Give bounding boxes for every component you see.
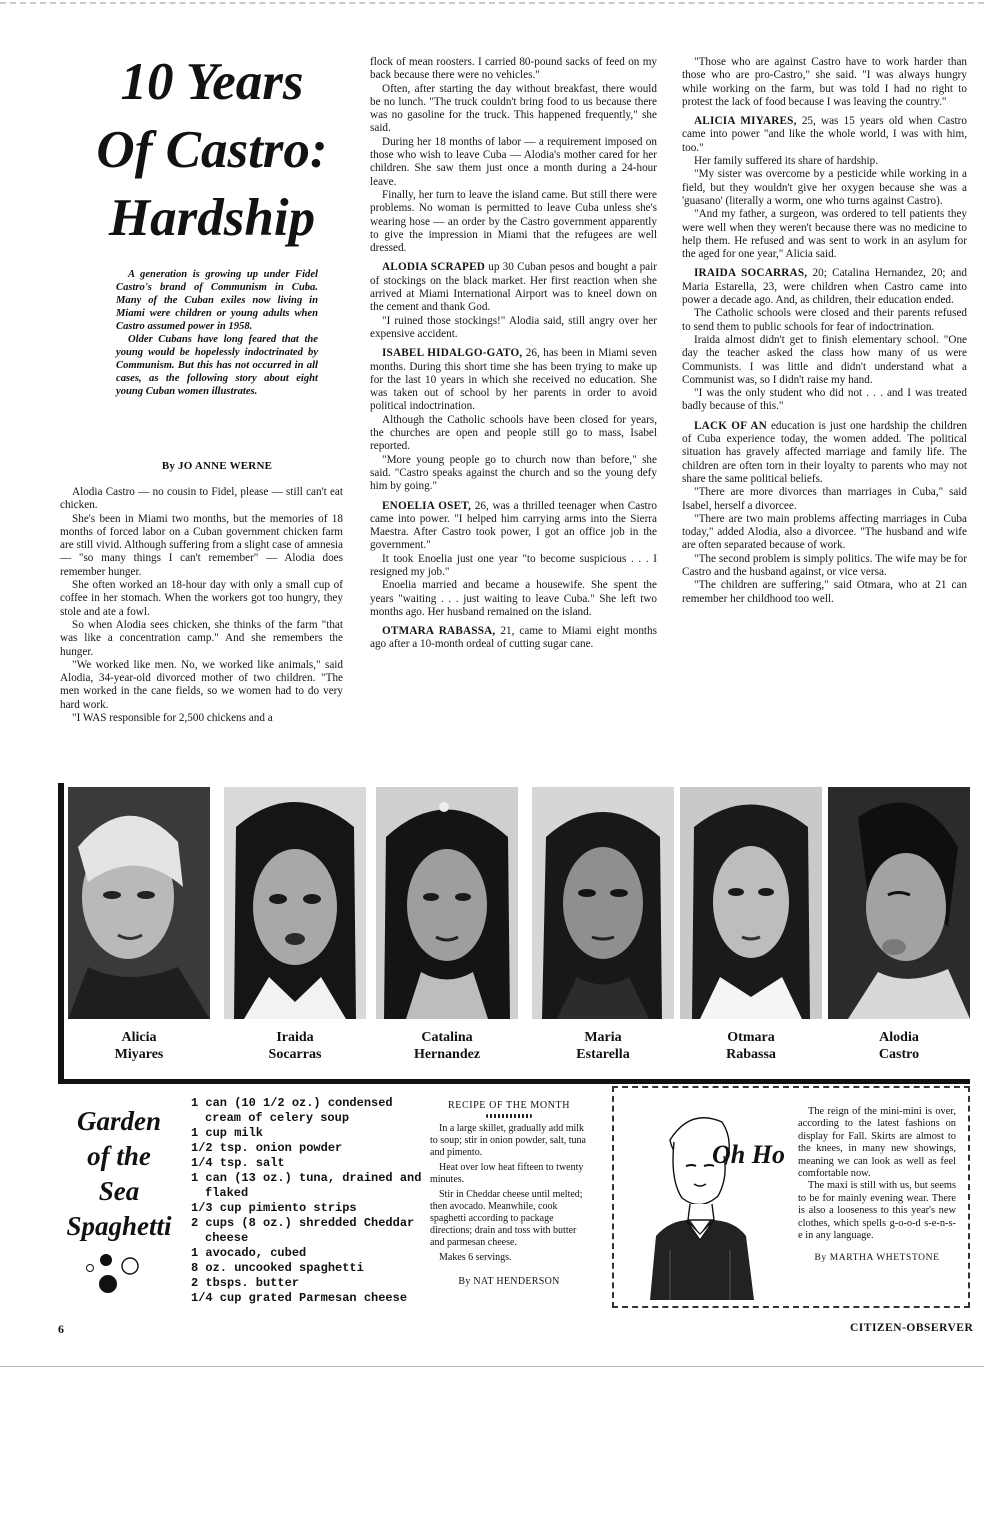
recipe-step: Stir in Cheddar cheese until melted; then avocado. Meanwhile, cook spaghetti according to package directions; drain and toss with butter and parmesan cheese. [430,1189,583,1248]
band-left-bar [58,783,64,1079]
paragraph-text: Often, after starting the day without breakfast, there would be no lunch. "The truck couldn't bring food to us because there was no gasoline for the truck. This happened frequently," she said. [370,82,657,135]
bottom-rule [0,1366,984,1367]
col1-paragraph: Alodia Castro — no cousin to Fidel, please — still can't eat chicken. [60,486,343,512]
caption-last-name: Rabassa [726,1047,776,1062]
recipe-title-line: Sea [98,1176,140,1206]
recipe-title [54,1104,184,1244]
paragraph-text: "The second problem is simply politics. The wife may be for Castro and the husband against, or vice versa. [682,552,967,578]
paragraph-text: Iraida almost didn't get to finish elementary school. "One day the teacher asked the class how many of us were Communists. I was little and didn't understand what a Communist was, so I didn't raise my hand. [682,333,967,386]
col3-paragraph [682,307,967,334]
caption-last-name: Miyares [114,1047,164,1062]
caption-first-name: Otmara [727,1030,775,1045]
col2-paragraph [370,347,657,413]
deck-paragraph-1: A generation is growing up under Fidel Castro's brand of Communism in Cuba. Many of the Cuban exiles now living in Miami were children or young adults when Castro assumed power in 1958. [116,269,318,332]
paragraph-text: Finally, her turn to leave the island came. But still there were problems. No woman is permitted to leave Cuba unless she's wearing hose — an order by the Castro government apparently to give the impression in Miami that the refugees are well dressed. [370,188,657,255]
ingredient-item: 1/4 tsp. salt [191,1156,285,1170]
deck-paragraph-2: Older Cubans have long feared that the young would be hopelessly indoctrinated by Communism. But this has not occurred in all cases, as the following story about eight young Cuban women illustrates. [116,334,318,397]
col2-paragraph [370,189,657,255]
headline-line-3: Hardship [108,189,316,247]
col2-paragraph [370,136,657,189]
portrait-band [58,783,970,1084]
paragraph-lead-in: ISABEL HIDALGO-GATO, [382,347,523,360]
portrait-photo-iraida [224,787,366,1019]
ingredient-item: 1/3 cup pimiento strips [191,1201,357,1215]
ingredient-item: 1/2 tsp. onion powder [191,1141,343,1155]
col2-paragraph [370,261,657,314]
col2-paragraph [370,625,657,652]
paragraph-text: "More young people go to church now than before," she said. "Castro speaks against the church and so the young defy him by going." [370,453,657,493]
paragraph-text: "There are more divorces than marriages in Cuba," said Isabel, herself a divorcee. [682,486,967,512]
portrait-caption-catalina [376,1029,518,1063]
col1-paragraph: She often worked an 18-hour day with only a small cup of coffee in her stomach. When the workers got too hungry, they stole and ate a fowl. [60,579,343,618]
recipe-step: Makes 6 servings. [439,1252,512,1263]
headline [86,48,338,252]
paragraph-lead-in: OTMARA RABASSA, [382,625,496,638]
newspaper-name: CITIZEN-OBSERVER [850,1322,974,1334]
paragraph-text: During her 18 months of labor — a requirement imposed on those who wish to leave Cuba — Alodia's mother cared for her children. She saw them just once a month during a 24-hour leave. [370,135,657,188]
headline-line-2: Of Castro: [96,121,328,179]
fashion-box [612,1086,970,1308]
dots-ornament-icon [82,1250,152,1296]
ingredient-item: 1/4 cup grated Parmesan cheese [191,1291,408,1305]
ingredient-item: 1 cup milk [191,1126,264,1140]
paragraph-text: 26, was a thrilled teenager when Castro came into power. "I helped him carrying arms into the Sierra Maestra. After Castro took power, I got an office job in the government." [370,499,657,552]
paragraph-text: 20; Catalina Hernandez, 20; and Maria Estarella, 23, were children when Castro came into power a decade ago. And, as children, their education ended. [682,267,967,307]
caption-last-name: Socarras [268,1047,322,1062]
caption-last-name: Hernandez [413,1047,481,1062]
portrait-caption-maria [532,1029,674,1063]
col3-paragraph [682,486,967,513]
portrait-caption-otmara [680,1029,822,1063]
portrait-photo-otmara [680,787,822,1019]
paragraph-text: "The children are suffering," said Otmara, who at 21 can remember her childhood too well. [682,579,967,605]
caption-last-name: Estarella [576,1047,630,1062]
ingredient-item: 1 can (10 1/2 oz.) condensed cream of celery soup [191,1096,393,1125]
col3-paragraph [682,56,967,109]
paragraph-text: The Catholic schools were closed and their parents refused to send them to public schools for fear of indoctrination. [682,307,967,333]
caption-first-name: Iraida [276,1030,314,1045]
col2-paragraph [370,315,657,342]
ingredient-item: 1 avocado, cubed [191,1246,307,1260]
portrait-photo-alodia [828,787,970,1019]
article-column-2 [370,56,657,652]
ingredient-item: 2 tbsps. butter [191,1276,300,1290]
paragraph-lead-in: IRAIDA SOCARRAS, [694,267,808,280]
paragraph-text: Enoelia married and became a housewife. She spent the years "waiting . . . just waiting to leave Cuba." She left two months ago. Her husband remained on the island. [370,579,657,618]
col1-paragraph: "We worked like men. No, we worked like animals," said Alodia, 34-year-old divorced mother of two children. "The men worked in the cane fields, so we women had to do very hard work. [60,658,343,711]
article-byline: By JO ANNE WERNE [161,460,273,472]
col1-paragraph: She's been in Miami two months, but the memories of 18 months of forced labor on a Cuban government chicken farm are still vivid. Although suffering from a slight case of amnesia — "so many things I can't remember" — Alodia does remember hunger. [60,512,343,578]
fashion-illustration [630,1100,790,1300]
recipe-byline: By NAT HENDERSON [458,1276,560,1287]
fashion-paragraph-2: The maxi is still with us, but seems to be for mainly evening wear. There is also a looseness to this year's new clothes, which spells g-o-o-d s-e-n-s-e in any language. [798,1180,956,1242]
col3-paragraph [682,267,967,307]
ingredient-item: 8 oz. uncooked spaghetti [191,1261,364,1275]
article-column-3 [682,56,967,606]
paragraph-text: "Those who are against Castro have to work harder than those who are pro-Castro," she said. "I was always hungry while working on the farm, but was told I had no right to protest the lack of food because I was leaving the country." [682,56,967,108]
recipe-step: Heat over low heat fifteen to twenty minutes. [430,1162,584,1185]
paragraph-text: 21, came to Miami eight months ago after a 10-month ordeal of cutting sugar cane. [370,625,657,651]
fashion-text [798,1106,956,1265]
article-deck [116,268,318,398]
oh-ho-lettering: Oh Ho [712,1140,785,1169]
portrait-caption-iraida [224,1029,366,1063]
recipe-title-line: Garden [76,1106,161,1136]
paragraph-text: "There are two main problems affecting marriages in Cuba today," added Alodia, also a divorcee. "The husband and wife are often separated because of work. [682,512,967,552]
col2-paragraph [370,500,657,553]
col2-paragraph [370,553,657,580]
paragraph-text: up 30 Cuban pesos and bought a pair of stockings on the black market. Her first reaction when she arrived at Miami International Airport was to kneel down on the cement and thank God. [370,261,657,314]
portrait-photo-catalina [376,787,518,1019]
caption-first-name: Alicia [121,1030,157,1045]
paragraph-text: "I ruined those stockings!" Alodia said, still angry over her expensive accident. [370,314,657,340]
paragraph-text: Her family suffered its share of hardship. [694,155,879,168]
recipe-ingredients [191,1096,427,1306]
top-dashed-rule [0,2,984,4]
portrait-photo-maria [532,787,674,1019]
col3-paragraph [682,168,967,208]
col2-paragraph [370,56,657,83]
recipe-of-the-month [430,1100,588,1288]
caption-first-name: Maria [584,1030,622,1045]
headline-line-1: 10 Years [120,53,304,111]
col2-paragraph [370,414,657,454]
col3-paragraph [682,334,967,387]
col3-paragraph [682,579,967,606]
portrait-photo-alicia [68,787,210,1019]
paragraph-text: "And my father, a surgeon, was ordered to tell patients they were well when they weren't because there was no medicine to help them. He refused and was sent to work in an asylum for the aged for one year," Alicia said. [682,208,967,261]
page-number: 6 [58,1322,64,1336]
paragraph-text: education is just one hardship the children of Cuba experience today, the women added. The political situation has gravely affected marriage and family life. The children are often torn in their loyalty to parents who may not share the same political beliefs. [682,419,968,485]
recipe-step: In a large skillet, gradually add milk to soup; stir in onion powder, salt, tuna and pimento. [430,1123,586,1158]
paragraph-lead-in: LACK OF AN [694,419,767,432]
col3-paragraph [682,513,967,553]
col1-paragraph: "I WAS responsible for 2,500 chickens and a [72,712,273,725]
fashion-byline: By MARTHA WHETSTONE [814,1253,940,1264]
paragraph-text: 25, was 15 years old when Castro came into power "and like the whole world, I was with him, too." [682,115,967,154]
caption-first-name: Catalina [421,1030,473,1045]
recipe-title-line: of the [87,1141,151,1171]
paragraph-lead-in: ALODIA SCRAPED [382,261,486,274]
col3-paragraph [682,208,967,261]
ingredient-item: 1 can (13 oz.) tuna, drained and flaked [191,1171,422,1200]
paragraph-text: It took Enoelia just one year "to become suspicious . . . I resigned my job." [370,552,657,578]
col3-paragraph [682,420,967,486]
paragraph-text: "I was the only student who did not . . . and I was treated badly because of this." [682,387,967,413]
recipe-header: RECIPE OF THE MONTH [447,1100,571,1111]
squiggle-divider [486,1114,532,1118]
fashion-paragraph-1: The reign of the mini-mini is over, according to the latest fashions on display for Fall. Skirts are almost to the knees, in many new showings, meaning we can look as well as feel comfortable now. [798,1106,956,1180]
recipe-title-line: Spaghetti [66,1211,172,1241]
col3-paragraph [682,115,967,155]
col2-paragraph [370,579,657,619]
col3-paragraph [682,155,967,168]
paragraph-text: flock of mean roosters. I carried 80-pound sacks of feed on my back because there were no vehicles." [370,56,657,82]
col1-paragraph: So when Alodia sees chicken, she thinks of the farm "that was like a concentration camp." And she remembers the hunger. [60,618,343,658]
col2-paragraph [370,83,657,136]
paragraph-text: "My sister was overcome by a pesticide while working in a field, but they wouldn't give her oxygen because she was a 'guasano' (literally a worm, one who turns against Castro). [682,168,967,207]
ingredient-item: 2 cups (8 oz.) shredded Cheddar cheese [191,1216,415,1245]
portrait-caption-alicia [68,1029,210,1063]
caption-first-name: Alodia [879,1030,919,1045]
portrait-caption-alodia [828,1029,970,1063]
caption-last-name: Castro [878,1047,920,1062]
paragraph-lead-in: ALICIA MIYARES, [694,115,797,128]
col3-paragraph [682,387,967,414]
article-column-1 [60,486,343,725]
paragraph-text: 26, has been in Miami seven months. During this short time she has been trying to make up for the last 10 years in which she received no education. She was taken out of school by her parents in order to avoid political indoctrination. [370,347,657,413]
col3-paragraph [682,553,967,580]
col2-paragraph [370,454,657,494]
paragraph-text: Although the Catholic schools have been closed for years, the churches are open and people still go to mass, Isabel reported. [370,413,657,453]
paragraph-lead-in: ENOELIA OSET, [382,499,472,512]
